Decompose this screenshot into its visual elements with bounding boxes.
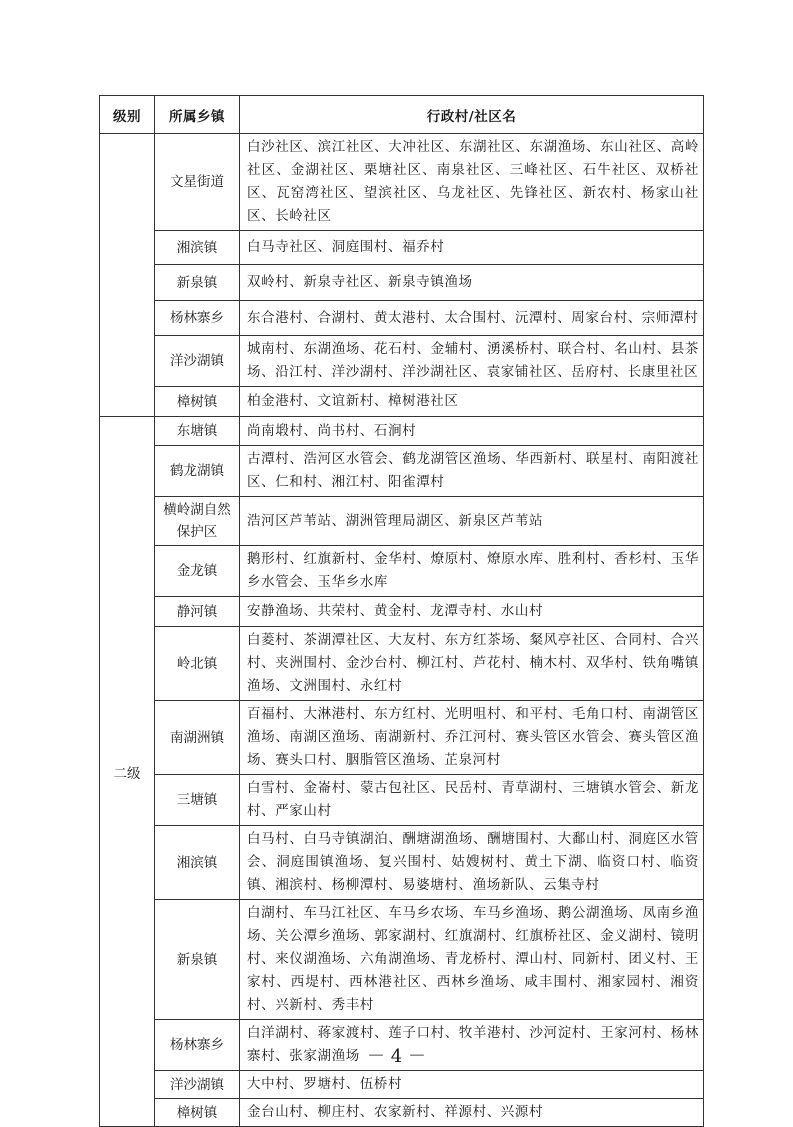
header-villages: 行政村/社区名 <box>240 96 704 134</box>
village-table-container <box>99 95 703 1127</box>
villages-cell: 百福村、大淋港村、东方红村、光明咀村、和平村、毛角口村、南湖管区渔场、南湖区渔场、南湖新村、乔江河村、赛头管区水管会、赛头管区渔场、赛头口村、胭脂管区渔场、芷泉河村 <box>240 701 704 775</box>
villages-cell: 白马村、白马寺镇湖泊、酬塘湖渔场、酬塘围村、大鄱山村、洞庭区水管会、洞庭围镇渔场、复兴围村、姑嫂树村、黄土下湖、临资口村、临资镇、湘滨村、杨柳潭村、易婆塘村、渔场新队、云集寺村 <box>240 826 704 900</box>
villages-cell: 金台山村、柳庄村、农家新村、祥源村、兴源村 <box>240 1099 704 1127</box>
table-row <box>100 497 704 546</box>
table-row <box>100 900 704 1020</box>
town-cell: 文星街道 <box>155 134 240 231</box>
town-cell: 樟树镇 <box>155 1099 240 1127</box>
town-cell: 杨林寨乡 <box>155 1020 240 1071</box>
table-row <box>100 231 704 265</box>
villages-cell: 白马寺社区、洞庭围村、福乔村 <box>240 231 704 265</box>
villages-cell: 东合港村、合湖村、黄太港村、太合围村、沅潭村、周家台村、宗师潭村 <box>240 301 704 336</box>
town-cell: 静河镇 <box>155 597 240 627</box>
town-cell: 新泉镇 <box>155 265 240 301</box>
village-table <box>99 95 704 1127</box>
table-header-row <box>100 96 704 134</box>
town-cell: 洋沙湖镇 <box>155 1071 240 1099</box>
town-cell: 杨林寨乡 <box>155 301 240 336</box>
level-cell-second: 二级 <box>100 417 155 1127</box>
table-row <box>100 336 704 387</box>
villages-cell: 城南村、东湖渔场、花石村、金辅村、湧溪桥村、联合村、名山村、县茶场、沿江村、洋沙湖村、洋沙湖社区、袁家铺社区、岳府村、长康里社区 <box>240 336 704 387</box>
town-cell: 湘滨镇 <box>155 826 240 900</box>
villages-cell: 浩河区芦苇站、湖洲管理局湖区、新泉区芦苇站 <box>240 497 704 546</box>
town-cell: 东塘镇 <box>155 417 240 446</box>
table-row <box>100 446 704 497</box>
table-row <box>100 1071 704 1099</box>
villages-cell: 安静渔场、共荣村、黄金村、龙潭寺村、水山村 <box>240 597 704 627</box>
town-cell: 新泉镇 <box>155 900 240 1020</box>
town-cell: 洋沙湖镇 <box>155 336 240 387</box>
villages-cell: 柏金港村、文谊新村、樟树港社区 <box>240 387 704 417</box>
header-level: 级别 <box>100 96 155 134</box>
villages-cell: 白湖村、车马江社区、车马乡农场、车马乡渔场、鹅公湖渔场、凤南乡渔场、关公潭乡渔场、郭家湖村、红旗湖村、红旗桥社区、金义湖村、镜明村、来仪湖渔场、六角湖渔场、青龙桥村、潭山村、同新村、团义村、王家村、西堤村、西林港社区、西林乡渔场、咸丰围村、湘家园村、湘资村、兴新村、秀丰村 <box>240 900 704 1020</box>
villages-cell: 白洋湖村、蒋家渡村、莲子口村、牧羊港村、沙河淀村、王家河村、杨林寨村、张家湖渔场 <box>240 1020 704 1071</box>
table-row <box>100 597 704 627</box>
town-cell: 湘滨镇 <box>155 231 240 265</box>
villages-cell: 白沙社区、滨江社区、大冲社区、东湖社区、东湖渔场、东山社区、高岭社区、金湖社区、栗塘社区、南泉社区、三峰社区、石牛社区、双桥社区、瓦窑湾社区、望滨社区、乌龙社区、先锋社区、新农村、杨家山社区、长岭社区 <box>240 134 704 231</box>
town-cell: 南湖洲镇 <box>155 701 240 775</box>
town-cell: 金龙镇 <box>155 546 240 597</box>
town-cell: 岭北镇 <box>155 627 240 701</box>
town-cell: 樟树镇 <box>155 387 240 417</box>
villages-cell: 鹅形村、红旗新村、金华村、燎原村、燎原水库、胜利村、香杉村、玉华乡水管会、玉华乡水库 <box>240 546 704 597</box>
table-row <box>100 627 704 701</box>
table-row <box>100 775 704 826</box>
villages-cell: 双岭村、新泉寺社区、新泉寺镇渔场 <box>240 265 704 301</box>
villages-cell: 尚南塅村、尚书村、石涧村 <box>240 417 704 446</box>
table-row <box>100 826 704 900</box>
town-cell: 鹤龙湖镇 <box>155 446 240 497</box>
page-number: － 4 － <box>367 1046 426 1067</box>
villages-cell: 古潭村、浩河区水管会、鹤龙湖管区渔场、华西新村、联星村、南阳渡社区、仁和村、湘江村、阳雀潭村 <box>240 446 704 497</box>
villages-cell: 白雪村、金崙村、蒙古包社区、民岳村、青草湖村、三塘镇水管会、新龙村、严家山村 <box>240 775 704 826</box>
table-row <box>100 301 704 336</box>
town-cell: 横岭湖自然保护区 <box>155 497 240 546</box>
table-row <box>100 265 704 301</box>
table-row <box>100 546 704 597</box>
table-row <box>100 134 704 231</box>
table-row <box>100 417 704 446</box>
town-cell: 三塘镇 <box>155 775 240 826</box>
level-cell-first-group <box>100 134 155 417</box>
villages-cell: 白菱村、茶湖潭社区、大友村、东方红茶场、粲风亭社区、合同村、合兴村、夹洲围村、金沙台村、柳江村、芦花村、楠木村、双华村、铁角嘴镇渔场、文洲围村、永红村 <box>240 627 704 701</box>
header-town: 所属乡镇 <box>155 96 240 134</box>
table-row <box>100 387 704 417</box>
table-row <box>100 1099 704 1127</box>
table-row <box>100 701 704 775</box>
villages-cell: 大中村、罗塘村、伍桥村 <box>240 1071 704 1099</box>
